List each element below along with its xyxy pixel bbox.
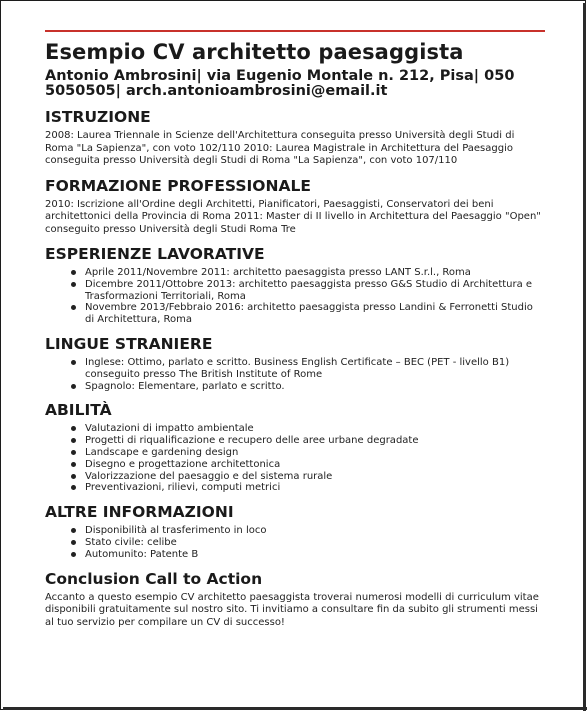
- list-item: [85, 357, 545, 381]
- list-item-text: Progetti di riqualificazione e recupero delle aree urbane degradate: [85, 435, 419, 447]
- list-item-text: Dicembre 2011/Ottobre 2013: architetto paesaggista presso G&S Studio di Architettura e Trasformazioni Territoriali, Roma: [85, 278, 533, 302]
- list-item: [85, 302, 545, 326]
- list-item: [85, 459, 545, 471]
- lingue-list: [45, 357, 545, 392]
- list-item: [85, 482, 545, 494]
- list-item-text: Aprile 2011/Novembre 2011: architetto paesaggista presso LANT S.r.l., Roma: [85, 267, 471, 278]
- bullet-icon: [71, 384, 76, 389]
- bullet-icon: [71, 450, 76, 455]
- list-item-text: Preventivazioni, rilievi, computi metrici: [85, 482, 281, 494]
- contact-line: Antonio Ambrosini| via Eugenio Montale n. 212, Pisa| 050 5050505| arch.antonioambrosini@email.it: [45, 68, 515, 99]
- list-item-text: Stato civile: celibe: [85, 536, 177, 548]
- list-item: [85, 279, 545, 303]
- bullet-icon: [71, 540, 76, 545]
- bullet-icon: [71, 426, 76, 431]
- list-item: [85, 549, 545, 561]
- formazione-text: 2010: Iscrizione all'Ordine degli Architetti, Pianificatori, Paesaggisti, Conservatori dei beni architettonici della Provincia di Roma 2011: Master di II livello in Architettura del Paesaggio "Open" conseguito presso Università degli Studi Roma Tre: [45, 198, 541, 235]
- bullet-icon: [71, 270, 76, 275]
- bullet-icon: [71, 474, 76, 479]
- section-heading-istruzione: ISTRUZIONE: [45, 108, 151, 126]
- list-item: [85, 267, 545, 279]
- list-item-text: Disegno e progettazione architettonica: [85, 458, 281, 470]
- bullet-icon: [71, 360, 76, 365]
- bullet-icon: [71, 462, 76, 467]
- section-heading-esperienze: ESPERIENZE LAVORATIVE: [45, 245, 265, 263]
- bullet-icon: [71, 552, 76, 557]
- accent-rule: [45, 30, 545, 32]
- section-heading-formazione: FORMAZIONE PROFESSIONALE: [45, 176, 311, 195]
- list-item-text: Valutazioni di impatto ambientale: [85, 423, 254, 435]
- list-item: [85, 447, 545, 459]
- page-title: Esempio CV architetto paesaggista: [45, 40, 464, 64]
- page-shadow-right: [583, 3, 586, 711]
- section-heading-abilita: ABILITÀ: [45, 401, 112, 420]
- list-item-text: Valorizzazione del paesaggio e del sistema rurale: [85, 470, 333, 482]
- conclusion-text: Accanto a questo esempio CV architetto paesaggista troverai numerosi modelli di curriculum vitae disponibili gratuitamente sul nostro sito. Ti invitiamo a consultare fin da subito gli strumenti messi al tuo servizio per compilare un CV di successo!: [45, 591, 539, 628]
- list-item-text: Landscape e gardening design: [85, 446, 239, 458]
- bullet-icon: [71, 528, 76, 533]
- bullet-icon: [71, 305, 76, 310]
- cv-content: [45, 39, 545, 629]
- list-item-text: Spagnolo: Elementare, parlato e scritto.: [85, 380, 285, 392]
- list-item: [85, 423, 545, 435]
- bullet-icon: [71, 282, 76, 287]
- list-item: [85, 435, 545, 447]
- list-item-text: Automunito: Patente B: [85, 548, 199, 560]
- list-item: [85, 525, 545, 537]
- abilita-list: [45, 423, 545, 494]
- list-item: [85, 471, 545, 483]
- page-shadow-bottom: [3, 707, 587, 710]
- esperienze-list: [45, 267, 545, 326]
- list-item-text: Disponibilità al trasferimento in loco: [85, 525, 267, 537]
- bullet-icon: [71, 438, 76, 443]
- list-item-text: Inglese: Ottimo, parlato e scritto. Business English Certificate – BEC (PET - livello B1) conseguito presso The British Institute of Rome: [85, 356, 510, 380]
- section-heading-lingue: LINGUE STRANIERE: [45, 334, 213, 353]
- section-heading-conclusion: Conclusion Call to Action: [45, 569, 263, 588]
- section-heading-altre: ALTRE INFORMAZIONI: [45, 503, 234, 522]
- list-item: [85, 537, 545, 549]
- list-item-text: Novembre 2013/Febbraio 2016: architetto paesaggista presso Landini & Ferronetti Studio di Architettura, Roma: [85, 302, 533, 326]
- altre-list: [45, 525, 545, 560]
- istruzione-text: 2008: Laurea Triennale in Scienze dell'Architettura conseguita presso Università degli Studi di Roma "La Sapienza", con voto 102/110 2010: Laurea Magistrale in Architettura del Paesaggio conseguita presso Università degli Studi di Roma "La Sapienza", con voto 107/110: [45, 130, 515, 166]
- list-item: [85, 381, 545, 393]
- bullet-icon: [71, 485, 76, 490]
